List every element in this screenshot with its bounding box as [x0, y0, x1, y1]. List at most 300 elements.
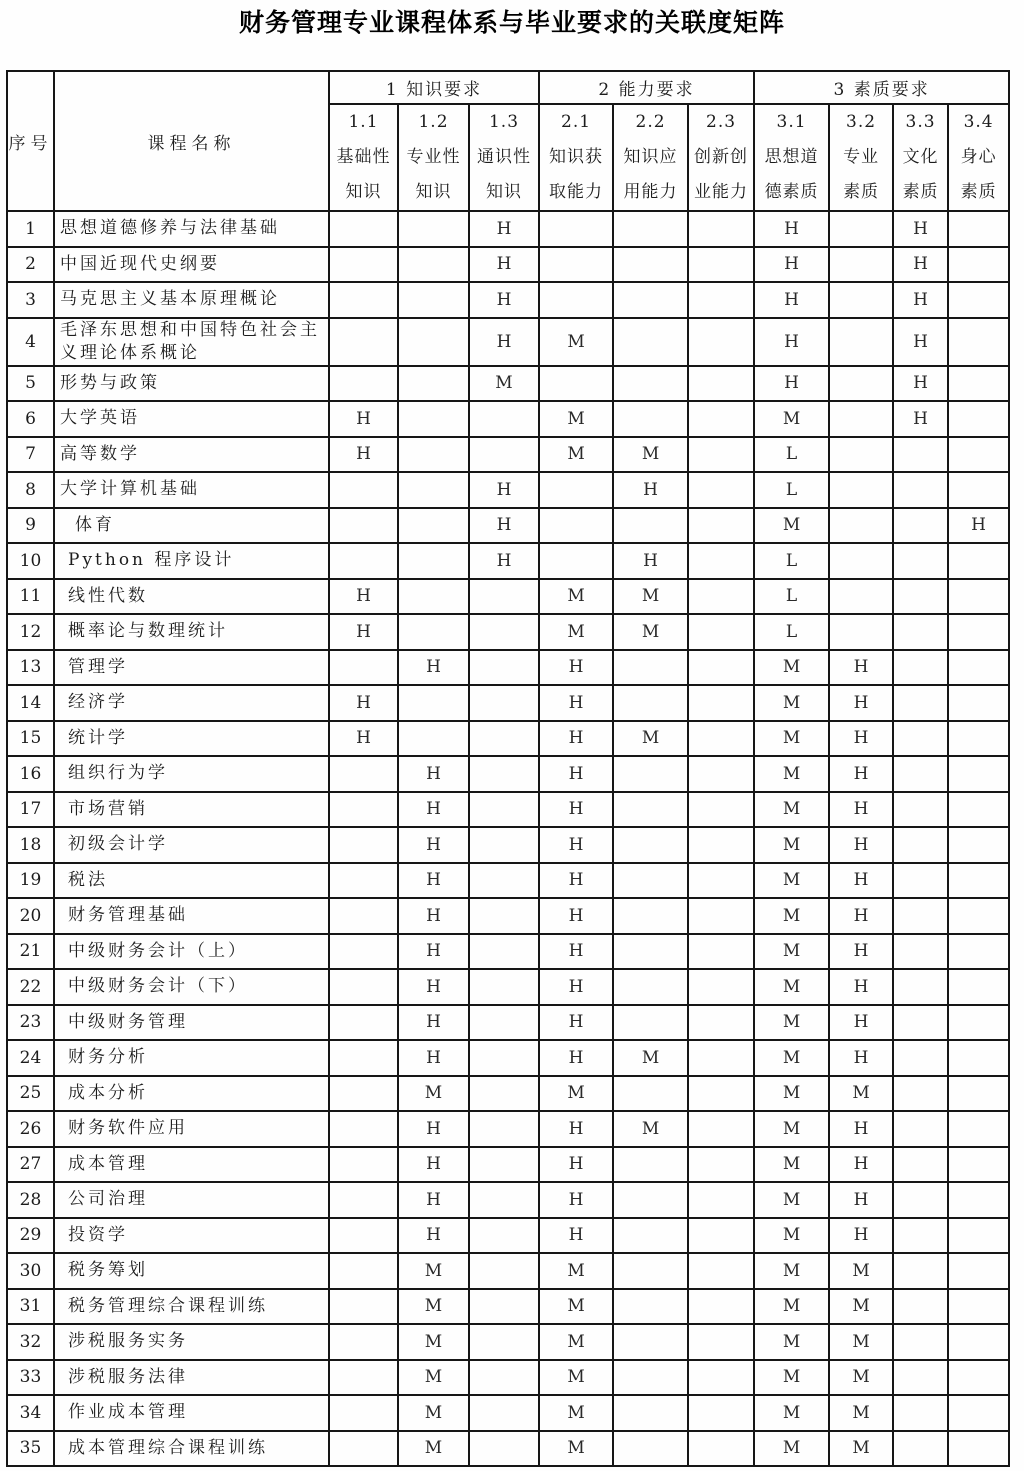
- relevance-cell-2.3: [688, 437, 754, 473]
- relevance-cell-2.1: H: [539, 898, 613, 934]
- relevance-cell-2.3: [688, 1431, 754, 1467]
- relevance-cell-2.2: M: [613, 579, 688, 615]
- relevance-cell-1.3: [469, 1289, 539, 1325]
- relevance-cell-1.2: H: [398, 1147, 469, 1183]
- row-number-cell: 7: [7, 437, 54, 473]
- relevance-cell-3.3: [893, 863, 948, 899]
- relevance-cell-3.4: [948, 401, 1009, 437]
- relevance-cell-2.2: [613, 366, 688, 402]
- table-row: [7, 1395, 1009, 1431]
- relevance-cell-3.2: M: [829, 1360, 893, 1396]
- relevance-cell-3.2: H: [829, 1005, 893, 1041]
- relevance-cell-3.2: H: [829, 650, 893, 686]
- relevance-cell-3.1: M: [754, 756, 829, 792]
- relevance-cell-2.3: [688, 543, 754, 579]
- relevance-cell-2.3: [688, 1395, 754, 1431]
- relevance-cell-3.1: H: [754, 282, 829, 318]
- course-name-cell: 思想道德修养与法律基础: [54, 211, 329, 247]
- table-row: [7, 1182, 1009, 1218]
- relevance-cell-1.3: [469, 1076, 539, 1112]
- relevance-cell-1.3: [469, 969, 539, 1005]
- relevance-cell-1.3: [469, 898, 539, 934]
- relevance-cell-2.1: [539, 211, 613, 247]
- column-label-line: 取能力: [549, 182, 604, 202]
- relevance-cell-1.1: H: [329, 721, 398, 757]
- relevance-cell-3.4: [948, 366, 1009, 402]
- relevance-cell-2.2: [613, 1218, 688, 1254]
- relevance-cell-1.1: [329, 1111, 398, 1147]
- row-number-cell: 11: [7, 579, 54, 615]
- table-row: [7, 1289, 1009, 1325]
- relevance-cell-3.2: M: [829, 1324, 893, 1360]
- relevance-cell-3.2: H: [829, 756, 893, 792]
- relevance-cell-1.3: [469, 1005, 539, 1041]
- relevance-cell-1.1: [329, 508, 398, 544]
- relevance-cell-3.1: L: [754, 614, 829, 650]
- column-header-1.2: [398, 104, 469, 211]
- relevance-cell-3.2: [829, 543, 893, 579]
- relevance-cell-2.3: [688, 1147, 754, 1183]
- relevance-cell-1.1: [329, 969, 398, 1005]
- column-label-line: 通识性: [477, 147, 532, 167]
- table-row: [7, 1076, 1009, 1112]
- relevance-cell-3.3: [893, 1289, 948, 1325]
- relevance-cell-3.4: [948, 543, 1009, 579]
- relevance-cell-3.2: [829, 318, 893, 366]
- relevance-cell-2.3: [688, 247, 754, 283]
- row-number-cell: 2: [7, 247, 54, 283]
- relevance-cell-3.3: [893, 472, 948, 508]
- relevance-cell-2.3: [688, 1005, 754, 1041]
- relevance-cell-1.2: [398, 579, 469, 615]
- relevance-cell-3.3: [893, 1360, 948, 1396]
- row-number-cell: 16: [7, 756, 54, 792]
- row-number-cell: 17: [7, 792, 54, 828]
- relevance-cell-2.2: [613, 969, 688, 1005]
- relevance-cell-3.1: M: [754, 685, 829, 721]
- relevance-cell-2.1: H: [539, 969, 613, 1005]
- relevance-cell-3.2: H: [829, 827, 893, 863]
- table-row: [7, 579, 1009, 615]
- column-header-3.1: [754, 104, 829, 211]
- relevance-cell-1.1: [329, 366, 398, 402]
- relevance-cell-1.3: H: [469, 282, 539, 318]
- relevance-cell-2.1: [539, 508, 613, 544]
- relevance-cell-3.2: H: [829, 1218, 893, 1254]
- relevance-cell-2.2: M: [613, 1040, 688, 1076]
- relevance-cell-2.3: [688, 614, 754, 650]
- relevance-cell-2.1: H: [539, 1040, 613, 1076]
- relevance-cell-3.2: [829, 472, 893, 508]
- relevance-cell-2.1: M: [539, 1324, 613, 1360]
- relevance-cell-1.1: [329, 827, 398, 863]
- relevance-cell-3.1: M: [754, 969, 829, 1005]
- relevance-cell-3.3: [893, 934, 948, 970]
- column-label-line: 创新创: [694, 147, 749, 167]
- relevance-cell-2.3: [688, 1324, 754, 1360]
- relevance-cell-1.3: [469, 1431, 539, 1467]
- relevance-cell-2.3: [688, 1360, 754, 1396]
- relevance-cell-1.2: M: [398, 1395, 469, 1431]
- course-name-cell: 成本分析: [54, 1076, 329, 1112]
- relevance-cell-1.2: H: [398, 1182, 469, 1218]
- relevance-cell-2.3: [688, 318, 754, 366]
- course-name-cell: 管理学: [54, 650, 329, 686]
- relevance-cell-1.1: [329, 1360, 398, 1396]
- relevance-cell-1.2: [398, 318, 469, 366]
- relevance-cell-2.2: [613, 756, 688, 792]
- relevance-cell-3.2: H: [829, 934, 893, 970]
- row-number-cell: 32: [7, 1324, 54, 1360]
- relevance-cell-1.2: [398, 721, 469, 757]
- relevance-cell-1.1: [329, 472, 398, 508]
- relevance-cell-2.2: [613, 1182, 688, 1218]
- course-name-cell: 线性代数: [54, 579, 329, 615]
- relevance-cell-3.2: [829, 211, 893, 247]
- relevance-cell-2.2: [613, 508, 688, 544]
- relevance-cell-3.1: M: [754, 650, 829, 686]
- relevance-cell-2.3: [688, 934, 754, 970]
- relevance-cell-2.3: [688, 827, 754, 863]
- relevance-cell-3.1: H: [754, 318, 829, 366]
- row-number-cell: 34: [7, 1395, 54, 1431]
- course-name-cell: 公司治理: [54, 1182, 329, 1218]
- table-row: [7, 1360, 1009, 1396]
- relevance-cell-3.4: [948, 1289, 1009, 1325]
- relevance-cell-3.3: [893, 1182, 948, 1218]
- relevance-cell-2.2: [613, 1147, 688, 1183]
- relevance-cell-1.1: [329, 1147, 398, 1183]
- relevance-cell-2.2: [613, 1431, 688, 1467]
- table-row: [7, 247, 1009, 283]
- column-label-line: 身心: [960, 147, 997, 167]
- column-label-line: 知识: [415, 182, 452, 202]
- column-label-line: 用能力: [623, 182, 678, 202]
- relevance-cell-3.2: H: [829, 898, 893, 934]
- column-label-line: 业能力: [694, 182, 749, 202]
- relevance-cell-1.2: M: [398, 1360, 469, 1396]
- row-number-cell: 19: [7, 863, 54, 899]
- row-number-cell: 27: [7, 1147, 54, 1183]
- relevance-cell-3.3: H: [893, 366, 948, 402]
- table-row: [7, 543, 1009, 579]
- relevance-cell-1.1: [329, 1005, 398, 1041]
- relevance-cell-3.4: [948, 1147, 1009, 1183]
- table-row: [7, 863, 1009, 899]
- relevance-cell-1.2: M: [398, 1253, 469, 1289]
- relevance-cell-3.2: M: [829, 1431, 893, 1467]
- relevance-cell-3.2: H: [829, 1147, 893, 1183]
- relevance-cell-2.2: [613, 1289, 688, 1325]
- relevance-cell-2.1: H: [539, 756, 613, 792]
- table-row: [7, 650, 1009, 686]
- relevance-cell-3.1: M: [754, 898, 829, 934]
- course-name-cell: 组织行为学: [54, 756, 329, 792]
- course-name-cell: 财务分析: [54, 1040, 329, 1076]
- row-number-cell: 29: [7, 1218, 54, 1254]
- relevance-cell-1.1: H: [329, 685, 398, 721]
- relevance-cell-1.3: [469, 721, 539, 757]
- row-number-cell: 15: [7, 721, 54, 757]
- column-group-knowledge: 1 知识要求: [329, 71, 539, 104]
- relevance-cell-3.4: [948, 1253, 1009, 1289]
- relevance-cell-3.4: [948, 282, 1009, 318]
- relevance-cell-1.3: [469, 437, 539, 473]
- relevance-cell-1.1: H: [329, 401, 398, 437]
- course-name-cell: 经济学: [54, 685, 329, 721]
- relevance-cell-2.2: [613, 1005, 688, 1041]
- relevance-cell-3.4: [948, 211, 1009, 247]
- relevance-cell-3.1: M: [754, 1431, 829, 1467]
- table-row: [7, 1040, 1009, 1076]
- relevance-cell-1.2: H: [398, 1218, 469, 1254]
- relevance-cell-1.2: M: [398, 1289, 469, 1325]
- relevance-cell-1.3: H: [469, 508, 539, 544]
- relevance-cell-3.1: M: [754, 1182, 829, 1218]
- relevance-cell-1.2: [398, 543, 469, 579]
- relevance-cell-3.2: H: [829, 1182, 893, 1218]
- relevance-cell-2.1: [539, 543, 613, 579]
- relevance-cell-1.2: H: [398, 756, 469, 792]
- row-number-cell: 35: [7, 1431, 54, 1467]
- relevance-cell-1.1: [329, 934, 398, 970]
- relevance-cell-1.3: [469, 650, 539, 686]
- column-label-line: 德素质: [764, 182, 819, 202]
- relevance-cell-2.2: M: [613, 614, 688, 650]
- relevance-cell-1.3: H: [469, 247, 539, 283]
- relevance-cell-2.2: H: [613, 543, 688, 579]
- relevance-cell-3.2: [829, 401, 893, 437]
- column-number: 3.2: [846, 112, 877, 132]
- course-name-cell: 税务筹划: [54, 1253, 329, 1289]
- relevance-cell-2.3: [688, 282, 754, 318]
- column-group-quality: 3 素质要求: [754, 71, 1009, 104]
- course-name-cell: 体育: [54, 508, 329, 544]
- table-row: [7, 756, 1009, 792]
- relevance-cell-1.3: [469, 863, 539, 899]
- course-name-cell: 统计学: [54, 721, 329, 757]
- relevance-cell-1.3: [469, 1218, 539, 1254]
- table-row: [7, 1253, 1009, 1289]
- relevance-cell-2.1: M: [539, 1076, 613, 1112]
- relevance-cell-3.3: [893, 508, 948, 544]
- relevance-cell-3.1: M: [754, 863, 829, 899]
- relevance-cell-2.3: [688, 650, 754, 686]
- relevance-cell-3.4: H: [948, 508, 1009, 544]
- relevance-cell-1.1: [329, 1431, 398, 1467]
- relevance-cell-3.3: [893, 1431, 948, 1467]
- matrix-table: [6, 70, 1010, 1467]
- relevance-cell-3.2: H: [829, 721, 893, 757]
- table-row: [7, 685, 1009, 721]
- row-number-cell: 1: [7, 211, 54, 247]
- row-number-cell: 8: [7, 472, 54, 508]
- relevance-cell-1.1: [329, 247, 398, 283]
- relevance-cell-1.3: [469, 1395, 539, 1431]
- relevance-cell-3.4: [948, 756, 1009, 792]
- relevance-cell-1.2: H: [398, 792, 469, 828]
- relevance-cell-2.3: [688, 472, 754, 508]
- relevance-cell-2.1: [539, 472, 613, 508]
- relevance-cell-2.3: [688, 969, 754, 1005]
- relevance-cell-3.2: H: [829, 685, 893, 721]
- relevance-cell-2.1: M: [539, 1360, 613, 1396]
- relevance-cell-1.2: [398, 247, 469, 283]
- column-group-ability: 2 能力要求: [539, 71, 754, 104]
- relevance-cell-1.3: [469, 756, 539, 792]
- course-name-cell: 成本管理综合课程训练: [54, 1431, 329, 1467]
- column-label-line: 基础性: [336, 147, 391, 167]
- relevance-cell-3.2: [829, 614, 893, 650]
- relevance-cell-2.2: M: [613, 437, 688, 473]
- relevance-cell-2.2: [613, 211, 688, 247]
- row-number-cell: 9: [7, 508, 54, 544]
- relevance-cell-2.2: [613, 898, 688, 934]
- column-label-line: 文化: [902, 147, 939, 167]
- relevance-cell-3.3: [893, 685, 948, 721]
- table-row: [7, 1218, 1009, 1254]
- course-name-cell: 涉税服务法律: [54, 1360, 329, 1396]
- relevance-cell-2.1: M: [539, 579, 613, 615]
- relevance-cell-1.1: [329, 1253, 398, 1289]
- row-number-cell: 23: [7, 1005, 54, 1041]
- course-name-cell: 作业成本管理: [54, 1395, 329, 1431]
- table-body: [7, 211, 1009, 1466]
- relevance-cell-1.3: [469, 685, 539, 721]
- relevance-cell-1.3: [469, 1111, 539, 1147]
- relevance-cell-3.2: H: [829, 1111, 893, 1147]
- table-row: [7, 792, 1009, 828]
- relevance-cell-3.4: [948, 437, 1009, 473]
- relevance-cell-3.3: [893, 437, 948, 473]
- course-name-cell: 中级财务会计（下）: [54, 969, 329, 1005]
- course-name-cell: 财务软件应用: [54, 1111, 329, 1147]
- relevance-cell-3.2: M: [829, 1253, 893, 1289]
- row-number-cell: 22: [7, 969, 54, 1005]
- relevance-cell-3.1: L: [754, 472, 829, 508]
- relevance-cell-1.3: [469, 401, 539, 437]
- relevance-cell-1.3: [469, 1360, 539, 1396]
- column-header-3.4: [948, 104, 1009, 211]
- relevance-cell-2.2: [613, 247, 688, 283]
- relevance-cell-1.3: [469, 934, 539, 970]
- relevance-cell-3.1: M: [754, 1111, 829, 1147]
- relevance-cell-2.1: M: [539, 1431, 613, 1467]
- relevance-cell-2.1: [539, 366, 613, 402]
- relevance-cell-3.3: [893, 1040, 948, 1076]
- relevance-cell-1.3: [469, 1324, 539, 1360]
- relevance-cell-3.4: [948, 1395, 1009, 1431]
- relevance-cell-1.3: [469, 614, 539, 650]
- row-number-cell: 21: [7, 934, 54, 970]
- relevance-cell-1.1: [329, 1076, 398, 1112]
- column-number: 3.4: [963, 112, 994, 132]
- course-name-cell: 初级会计学: [54, 827, 329, 863]
- relevance-cell-3.2: [829, 508, 893, 544]
- table-row: [7, 437, 1009, 473]
- row-number-cell: 3: [7, 282, 54, 318]
- relevance-cell-1.2: [398, 614, 469, 650]
- relevance-cell-3.3: [893, 969, 948, 1005]
- relevance-cell-2.2: [613, 827, 688, 863]
- relevance-cell-3.3: [893, 650, 948, 686]
- relevance-cell-3.2: [829, 282, 893, 318]
- relevance-cell-3.3: [893, 756, 948, 792]
- relevance-cell-2.2: [613, 1324, 688, 1360]
- course-name-cell: 中级财务会计（上）: [54, 934, 329, 970]
- table-row: [7, 1431, 1009, 1467]
- relevance-cell-3.4: [948, 1182, 1009, 1218]
- relevance-cell-1.3: [469, 1147, 539, 1183]
- relevance-cell-3.1: M: [754, 827, 829, 863]
- column-number: 3.1: [776, 112, 807, 132]
- relevance-cell-1.1: H: [329, 579, 398, 615]
- page-title: 财务管理专业课程体系与毕业要求的关联度矩阵: [238, 8, 785, 37]
- column-label-line: 素质: [843, 182, 880, 202]
- relevance-cell-3.3: [893, 579, 948, 615]
- relevance-cell-3.3: [893, 1324, 948, 1360]
- column-number: 1.1: [348, 112, 379, 132]
- table-row: [7, 366, 1009, 402]
- course-name-cell: 毛泽东思想和中国特色社会主义理论体系概论: [54, 318, 329, 366]
- relevance-cell-2.1: H: [539, 721, 613, 757]
- table-row: [7, 1005, 1009, 1041]
- relevance-cell-3.1: M: [754, 1076, 829, 1112]
- relevance-cell-2.1: H: [539, 1147, 613, 1183]
- column-header-2.1: [539, 104, 613, 211]
- relevance-cell-3.1: H: [754, 247, 829, 283]
- column-label-line: 知识应: [623, 147, 678, 167]
- relevance-cell-3.1: M: [754, 1395, 829, 1431]
- table-row: [7, 1324, 1009, 1360]
- course-name-cell: 大学英语: [54, 401, 329, 437]
- relevance-cell-2.3: [688, 721, 754, 757]
- relevance-cell-1.2: [398, 282, 469, 318]
- column-label-line: 专业: [843, 147, 880, 167]
- relevance-cell-1.3: H: [469, 211, 539, 247]
- relevance-cell-2.1: H: [539, 792, 613, 828]
- relevance-cell-3.1: L: [754, 437, 829, 473]
- relevance-cell-3.2: M: [829, 1395, 893, 1431]
- relevance-cell-3.4: [948, 827, 1009, 863]
- relevance-cell-3.2: H: [829, 863, 893, 899]
- relevance-cell-3.3: H: [893, 318, 948, 366]
- relevance-cell-3.4: [948, 685, 1009, 721]
- relevance-cell-2.1: M: [539, 318, 613, 366]
- relevance-cell-3.3: [893, 1218, 948, 1254]
- column-number: 1.2: [418, 112, 449, 132]
- relevance-cell-2.1: M: [539, 1395, 613, 1431]
- relevance-cell-3.3: [893, 1076, 948, 1112]
- relevance-cell-1.1: [329, 1040, 398, 1076]
- relevance-cell-2.3: [688, 1111, 754, 1147]
- column-label-line: 知识: [486, 182, 523, 202]
- relevance-cell-1.2: H: [398, 1111, 469, 1147]
- relevance-cell-2.3: [688, 756, 754, 792]
- relevance-cell-3.1: M: [754, 792, 829, 828]
- relevance-cell-3.4: [948, 1040, 1009, 1076]
- relevance-cell-3.1: M: [754, 1005, 829, 1041]
- row-number-cell: 26: [7, 1111, 54, 1147]
- relevance-cell-2.3: [688, 685, 754, 721]
- relevance-cell-2.3: [688, 1076, 754, 1112]
- column-header-1.1: [329, 104, 398, 211]
- table-row: [7, 721, 1009, 757]
- table-row: [7, 969, 1009, 1005]
- relevance-cell-2.2: [613, 650, 688, 686]
- relevance-cell-2.1: M: [539, 1289, 613, 1325]
- relevance-cell-1.2: H: [398, 898, 469, 934]
